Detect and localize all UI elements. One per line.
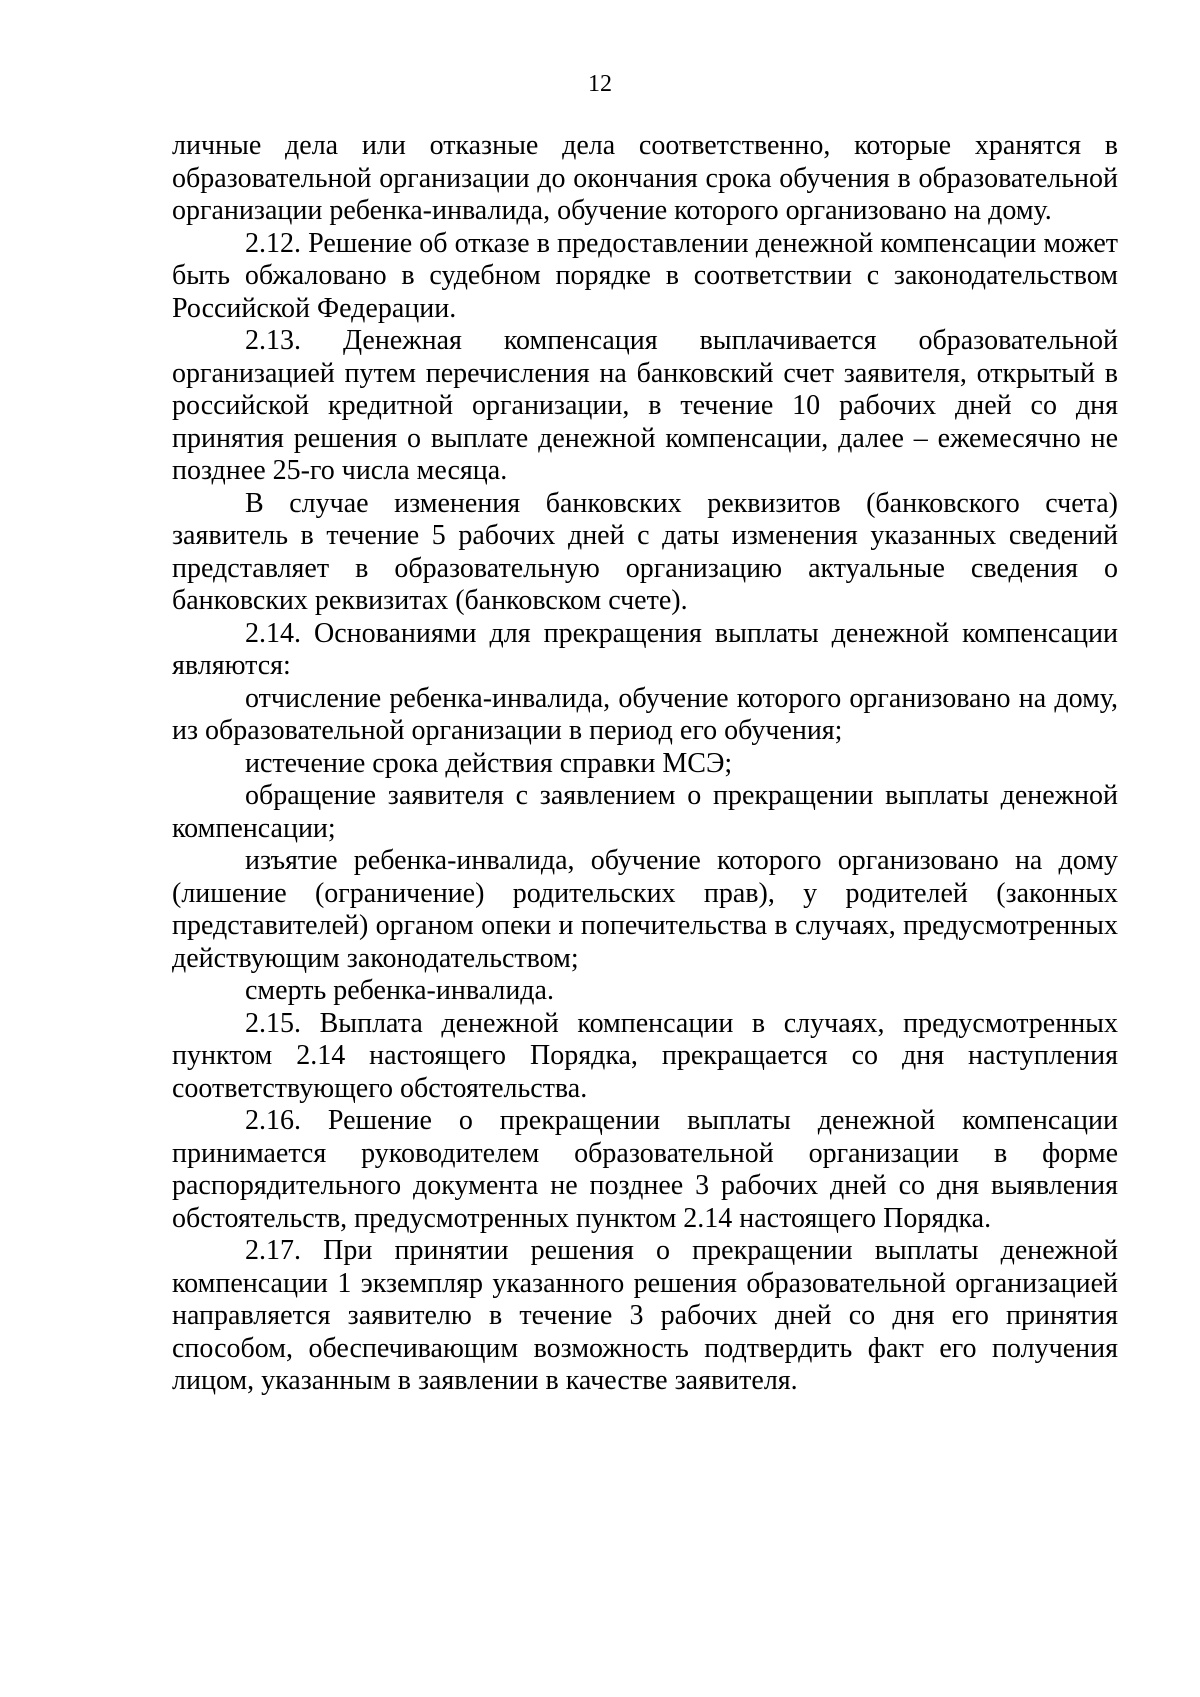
list-item-mse-expiry: истечение срока действия справки МСЭ; xyxy=(245,747,733,779)
paragraph-2-15: 2.15. Выплата денежной компенсации в случаях, предусмотренных пунктом 2.14 настоящего Порядка, прекращается со дня наступления соответствующего обстоятельства. xyxy=(172,1007,1118,1104)
paragraph-2-17: 2.17. При принятии решения о прекращении выплаты денежной компенсации 1 экземпляр указанного решения образовательной организацией направляется заявителю в течение 3 рабочих дней со дня его принятия способом, обеспечивающим возможность подтвердить факт его получения лицом, указанным в заявлении в качестве заявителя. xyxy=(172,1235,1118,1396)
list-item-death: смерть ребенка-инвалида. xyxy=(245,975,554,1006)
page-number: 12 xyxy=(588,71,612,97)
document-body xyxy=(172,130,1118,1398)
paragraph-2-13: 2.13. Денежная компенсация выплачивается образовательной организацией путем перечисления на банковский счет заявителя, открытый в российской кредитной организации, в течение 10 рабочих дней со дня принятия решения о выплате денежной компенсации, далее – ежемесячно не позднее 25-го числа месяца. xyxy=(172,325,1118,486)
list-item-applicant-request: обращение заявителя с заявлением о прекращении выплаты денежной компенсации; xyxy=(172,780,1118,844)
paragraph-bank-details-change: В случае изменения банковских реквизитов (банковского счета) заявитель в течение 5 рабочих дней с даты изменения указанных сведений представляет в образовательную организацию актуальные сведения о банковских реквизитах (банковском счете). xyxy=(172,487,1118,616)
list-item-removal: изъятие ребенка-инвалида, обучение которого организовано на дому (лишение (ограничение) родительских прав), у родителей (законных представителей) органом опеки и попечительства в случаях, предусмотренных действующим законодательством; xyxy=(172,845,1118,974)
list-item-expulsion: отчисление ребенка-инвалида, обучение которого организовано на дому, из образовательной организации в период его обучения; xyxy=(172,682,1118,746)
paragraph-continuation: личные дела или отказные дела соответственно, которые хранятся в образовательной организации до окончания срока обучения в образовательной организации ребенка-инвалида, обучение которого организовано на дому. xyxy=(172,130,1118,226)
paragraph-2-16: 2.16. Решение о прекращении выплаты денежной компенсации принимается руководителем образовательной организации в форме распорядительного документа не позднее 3 рабочих дней со дня выявления обстоятельств, предусмотренных пунктом 2.14 настоящего Порядка. xyxy=(172,1105,1118,1234)
paragraph-2-14: 2.14. Основаниями для прекращения выплаты денежной компенсации являются: xyxy=(172,617,1118,681)
paragraph-2-12: 2.12. Решение об отказе в предоставлении денежной компенсации может быть обжаловано в судебном порядке в соответствии с законодательством Российской Федерации. xyxy=(172,227,1118,324)
